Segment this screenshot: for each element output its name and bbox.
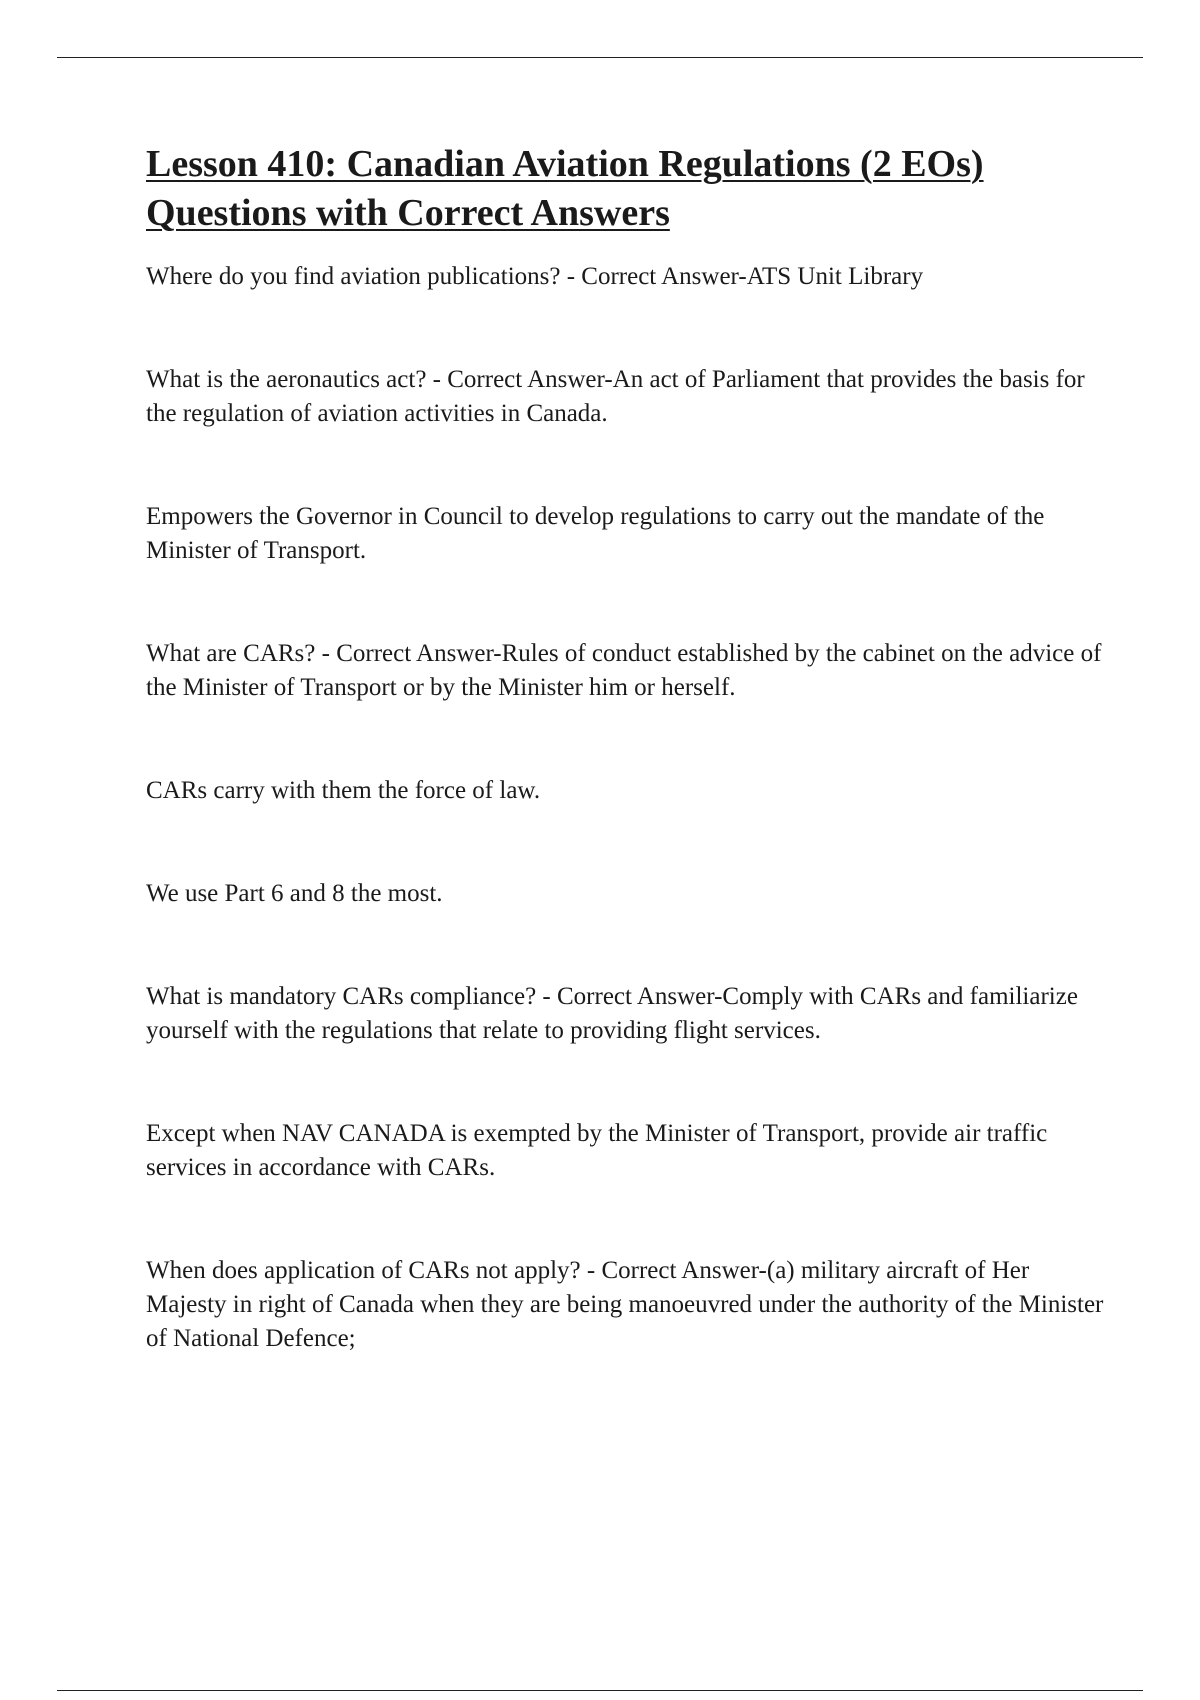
entry-8: Except when NAV CANADA is exempted by the Minister of Transport, provide air traffic services in accordance with CARs. bbox=[146, 1120, 1048, 1181]
entry-4: What are CARs? - Correct Answer-Rules of conduct established by the cabinet on the advice of the Minister of Transport or by the Minister him or herself. bbox=[146, 640, 1102, 701]
entry-6: We use Part 6 and 8 the most. bbox=[146, 880, 443, 907]
entry-7: What is mandatory CARs compliance? - Correct Answer-Comply with CARs and familiarize yourself with the regulations that relate to providing flight services. bbox=[146, 983, 1078, 1044]
document-page bbox=[146, 140, 1106, 248]
bottom-rule bbox=[57, 1690, 1143, 1691]
top-rule bbox=[57, 57, 1143, 58]
entry-3: Empowers the Governor in Council to develop regulations to carry out the mandate of the Minister of Transport. bbox=[146, 503, 1045, 564]
title-line-1: Lesson 410: Canadian Aviation Regulations (2 EOs) bbox=[146, 143, 984, 185]
title-line-2: Questions with Correct Answers bbox=[146, 192, 670, 234]
entry-9: When does application of CARs not apply? - Correct Answer-(a) military aircraft of Her Majesty in right of Canada when they are being manoeuvred under the authority of the Minister of National Defence; bbox=[146, 1257, 1104, 1352]
entry-1: Where do you find aviation publications? - Correct Answer-ATS Unit Library bbox=[146, 263, 924, 290]
entry-5: CARs carry with them the force of law. bbox=[146, 777, 541, 804]
entry-2: What is the aeronautics act? - Correct Answer-An act of Parliament that provides the basis for the regulation of aviation activities in Canada. bbox=[146, 366, 1085, 427]
document-title bbox=[146, 140, 1106, 238]
